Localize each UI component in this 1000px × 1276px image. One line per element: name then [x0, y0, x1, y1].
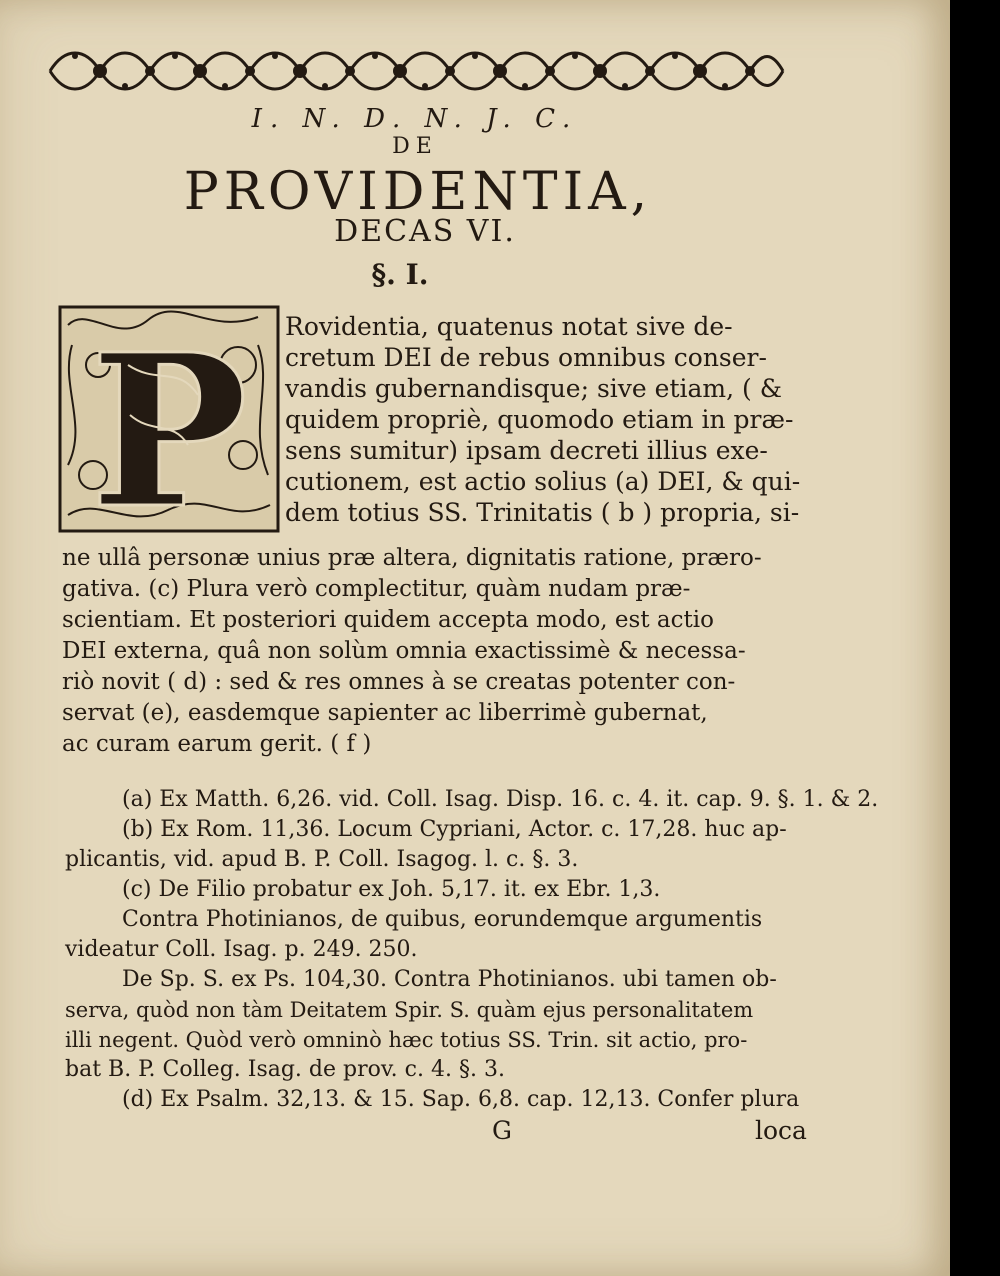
- ornament-band: [45, 42, 785, 100]
- svg-text:P: P: [90, 308, 248, 533]
- body-line: gativa. (c) Plura verò complectitur, quàm nudam præ-: [62, 576, 691, 602]
- footnote-line: plicantis, vid. apud B. P. Coll. Isagog. l. c. §. 3.: [65, 847, 579, 872]
- body-line: sens sumitur) ipsam decreti illius exe-: [285, 436, 768, 465]
- signature-mark: G: [492, 1116, 512, 1145]
- body-line: ac curam earum gerit. ( f ): [62, 731, 372, 757]
- invocation: I. N. D. N. J. C.: [251, 104, 579, 134]
- decorated-initial-p: [58, 305, 280, 533]
- footnote-line: Contra Photinianos, de quibus, eorundemque argumentis: [122, 907, 763, 932]
- body-line: cretum DEI de rebus omnibus conser-: [285, 343, 767, 372]
- footnote-line: (c) De Filio probatur ex Joh. 5,17. it. ex Ebr. 1,3.: [122, 877, 661, 902]
- body-line: ne ullâ personæ unius præ altera, dignitatis ratione, præro-: [62, 545, 762, 571]
- footnote-line: bat B. P. Colleg. Isag. de prov. c. 4. §. 3.: [65, 1057, 505, 1082]
- footnote-line: illi negent. Quòd verò omninò hæc totius SS. Trin. sit actio, pro-: [65, 1028, 748, 1052]
- body-line: dem totius SS. Trinitatis ( b ) propria, si-: [285, 498, 800, 527]
- section-mark: §. I.: [371, 258, 429, 291]
- body-line: servat (e), easdemque sapienter ac liberrimè gubernat,: [62, 700, 708, 726]
- subtitle: DECAS VI.: [334, 214, 516, 249]
- body-line: Rovidentia, quatenus notat sive de-: [285, 312, 733, 341]
- footnote-line: (a) Ex Matth. 6,26. vid. Coll. Isag. Disp. 16. c. 4. it. cap. 9. §. 1. & 2.: [122, 787, 879, 812]
- footnote-line: (b) Ex Rom. 11,36. Locum Cypriani, Actor. c. 17,28. huc ap-: [122, 817, 787, 842]
- body-line: cutionem, est actio solius (a) DEI, & qui-: [285, 467, 801, 496]
- body-line: DEI externa, quâ non solùm omnia exactissimè & necessa-: [62, 638, 746, 664]
- title-prefix: DE: [392, 134, 438, 159]
- catchword: loca: [755, 1116, 807, 1145]
- footnote-line: De Sp. S. ex Ps. 104,30. Contra Photinianos. ubi tamen ob-: [122, 967, 777, 992]
- body-line: riò novit ( d) : sed & res omnes à se creatas potenter con-: [62, 669, 736, 695]
- footnote-line: videatur Coll. Isag. p. 249. 250.: [65, 937, 418, 962]
- page-title: PROVIDENTIA,: [183, 162, 653, 222]
- footnote-line: serva, quòd non tàm Deitatem Spir. S. quàm ejus personalitatem: [65, 998, 754, 1022]
- body-line: quidem propriè, quomodo etiam in præ-: [285, 405, 794, 434]
- footnote-line: (d) Ex Psalm. 32,13. & 15. Sap. 6,8. cap. 12,13. Confer plura: [122, 1087, 800, 1112]
- body-line: scientiam. Et posteriori quidem accepta modo, est actio: [62, 607, 714, 633]
- body-line: vandis gubernandisque; sive etiam, ( &: [285, 374, 782, 403]
